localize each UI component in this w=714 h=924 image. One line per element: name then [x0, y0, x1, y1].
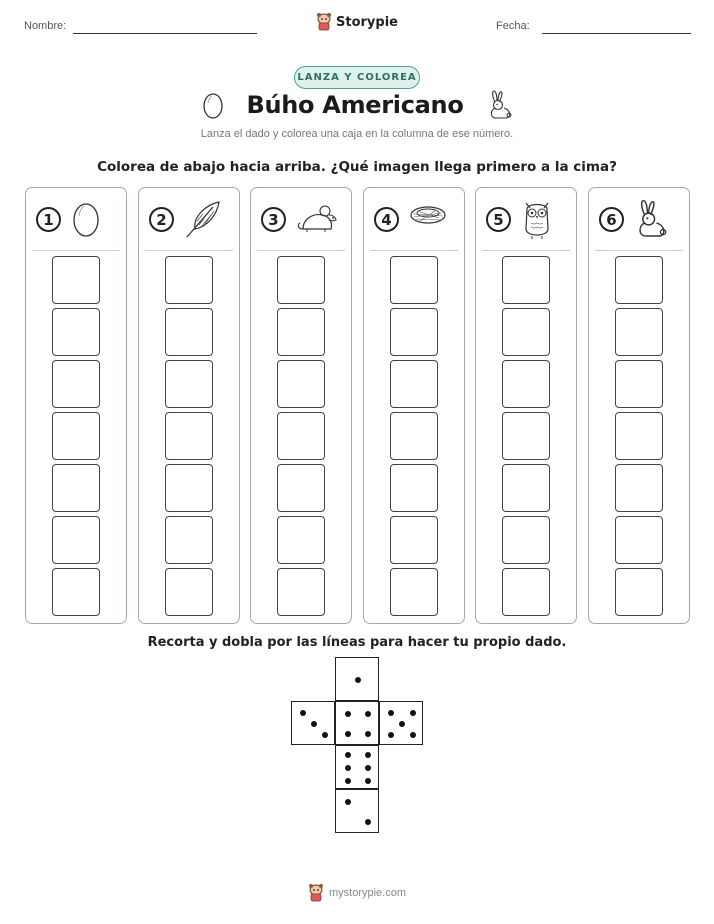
owl-icon — [520, 199, 554, 245]
date-label: Fecha: — [496, 20, 530, 32]
color-box[interactable] — [502, 464, 550, 512]
color-box[interactable] — [52, 412, 100, 460]
column-divider — [145, 250, 233, 251]
column-divider — [257, 250, 345, 251]
die-face-3 — [291, 701, 335, 745]
die-pip — [345, 799, 351, 805]
color-box[interactable] — [502, 516, 550, 564]
rabbit-icon — [633, 199, 667, 243]
color-box[interactable] — [390, 308, 438, 356]
die-pip — [345, 711, 351, 717]
color-box[interactable] — [52, 516, 100, 564]
activity-badge: LANZA Y COLOREA — [294, 66, 420, 89]
color-box[interactable] — [277, 308, 325, 356]
die-pip — [345, 778, 351, 784]
die-pip — [345, 731, 351, 737]
die-pip — [410, 732, 416, 738]
rabbit-icon — [486, 90, 512, 120]
footer — [0, 884, 714, 902]
color-box[interactable] — [277, 516, 325, 564]
color-box[interactable] — [52, 308, 100, 356]
die-pip — [365, 819, 371, 825]
color-box[interactable] — [165, 568, 213, 616]
die-pip — [365, 731, 371, 737]
storypie-mascot-icon — [308, 884, 324, 902]
column-divider — [370, 250, 458, 251]
instruction-text: Colorea de abajo hacia arriba. ¿Qué imagen llega primero a la cima? — [97, 159, 617, 175]
die-pip — [322, 732, 328, 738]
die-face-1 — [335, 657, 379, 701]
color-box[interactable] — [615, 256, 663, 304]
die-pip — [388, 710, 394, 716]
footer-url: mystorypie.com — [328, 887, 407, 899]
die-pip — [345, 752, 351, 758]
die-face-5 — [379, 701, 423, 745]
color-box[interactable] — [390, 360, 438, 408]
brand-logo — [0, 13, 714, 31]
die-pip — [300, 710, 306, 716]
color-box[interactable] — [390, 256, 438, 304]
column-number: 4 — [374, 207, 399, 232]
color-box[interactable] — [277, 412, 325, 460]
die-pip — [365, 711, 371, 717]
die-pip — [388, 732, 394, 738]
column-6 — [588, 187, 690, 624]
die-face-6 — [335, 745, 379, 789]
color-box[interactable] — [165, 464, 213, 512]
brand-name: Storypie — [336, 14, 398, 30]
color-box[interactable] — [502, 568, 550, 616]
color-box[interactable] — [165, 308, 213, 356]
color-box[interactable] — [615, 360, 663, 408]
color-box[interactable] — [165, 256, 213, 304]
die-pip — [399, 721, 405, 727]
column-5 — [475, 187, 577, 624]
column-4 — [363, 187, 465, 624]
column-number: 5 — [486, 207, 511, 232]
column-2 — [138, 187, 240, 624]
die-face-4 — [335, 701, 379, 745]
die-pip — [355, 677, 361, 683]
color-box[interactable] — [165, 412, 213, 460]
die-face-2 — [335, 789, 379, 833]
column-number: 1 — [36, 207, 61, 232]
date-line[interactable] — [542, 33, 691, 34]
color-box[interactable] — [502, 360, 550, 408]
color-box[interactable] — [277, 360, 325, 408]
die-pip — [345, 765, 351, 771]
column-1 — [25, 187, 127, 624]
color-box[interactable] — [52, 568, 100, 616]
color-box[interactable] — [502, 412, 550, 460]
feather-icon — [183, 199, 223, 243]
nest-icon — [408, 199, 448, 233]
column-divider — [595, 250, 683, 251]
page-title: Búho Americano — [246, 91, 464, 119]
name-line[interactable] — [73, 33, 257, 34]
column-3 — [250, 187, 352, 624]
color-box[interactable] — [390, 412, 438, 460]
mouse-icon — [295, 199, 339, 241]
die-pip — [410, 710, 416, 716]
storypie-mascot-icon — [316, 13, 332, 31]
die-pip — [365, 765, 371, 771]
color-box[interactable] — [390, 568, 438, 616]
color-box[interactable] — [615, 516, 663, 564]
color-box[interactable] — [165, 360, 213, 408]
color-box[interactable] — [165, 516, 213, 564]
color-box[interactable] — [502, 256, 550, 304]
die-pip — [365, 778, 371, 784]
color-box[interactable] — [615, 412, 663, 460]
column-number: 6 — [599, 207, 624, 232]
subtitle: Lanza el dado y colorea una caja en la columna de ese número. — [200, 128, 514, 140]
color-box[interactable] — [502, 308, 550, 356]
color-box[interactable] — [277, 464, 325, 512]
color-box[interactable] — [615, 568, 663, 616]
color-box[interactable] — [52, 464, 100, 512]
column-number: 2 — [149, 207, 174, 232]
column-divider — [482, 250, 570, 251]
color-box[interactable] — [390, 516, 438, 564]
column-number: 3 — [261, 207, 286, 232]
cut-instruction: Recorta y dobla por las líneas para hacer tu propio dado. — [147, 635, 567, 650]
color-box[interactable] — [277, 568, 325, 616]
color-box[interactable] — [615, 308, 663, 356]
egg-icon — [202, 91, 224, 119]
color-box[interactable] — [52, 256, 100, 304]
die-pip — [311, 721, 317, 727]
column-divider — [32, 250, 120, 251]
color-box[interactable] — [615, 464, 663, 512]
die-pip — [365, 752, 371, 758]
name-label: Nombre: — [24, 20, 67, 32]
egg-icon — [70, 199, 102, 243]
color-box[interactable] — [390, 464, 438, 512]
color-box[interactable] — [277, 256, 325, 304]
color-box[interactable] — [52, 360, 100, 408]
